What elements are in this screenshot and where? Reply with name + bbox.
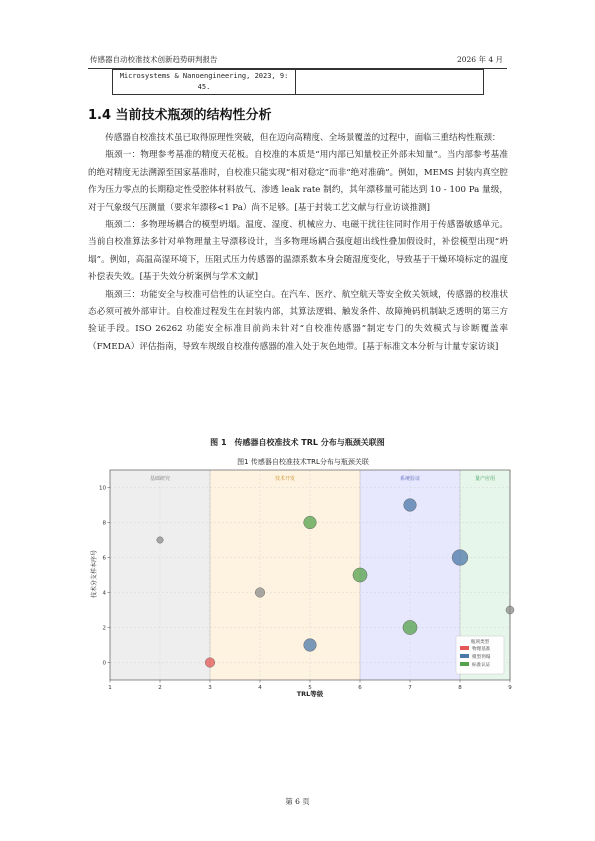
data-point: [304, 639, 317, 652]
y-axis-label: 技术分支样本序号: [91, 549, 98, 599]
paragraph-bottleneck-3: 瓶颈三：功能安全与校准可信性的认证空白。在汽车、医疗、航空航天等安全攸关领域，传感器的校准状态必须可被外部审计。自校准过程发生在封装内部，其算法逻辑、触发条件、故障掩码机制缺乏透明的第三方验证手段。ISO 26262 功能安全标准目前尚未针对“自校准传感器”制定专门的失效模式与诊断覆盖率（FMEDA）评估指南，导致车规级自校准传感器的准入处于灰色地带。[基于标准文本分析与计量专家访谈]: [88, 289, 508, 352]
legend-swatch: [460, 646, 469, 650]
data-point: [353, 568, 367, 582]
figure-caption: 图 1 传感器自校准技术 TRL 分布与瓶颈关联图: [210, 438, 385, 447]
section-body: [88, 130, 508, 356]
data-point: [157, 537, 164, 544]
paragraph-bottleneck-2: 瓶颈二：多物理场耦合的模型坍塌。温度、湿度、机械应力、电磁干扰往往同时作用于传感器敏感单元。当前自校准算法多针对单物理量主导漂移设计，当多物理场耦合强度超出线性叠加假设时，补偿模型出现“坍塌”。例如，高温高湿环境下，压阻式压力传感器的温漂系数本身会随湿度变化，导致基于干燥环境标定的温度补偿表失效。[基于失效分析案例与学术文献]: [88, 220, 508, 283]
data-point: [452, 550, 468, 566]
data-point: [506, 606, 514, 614]
data-point: [205, 658, 215, 668]
x-tick-label: 3: [208, 685, 212, 691]
x-tick-label: 7: [408, 685, 412, 691]
data-point: [404, 499, 417, 512]
x-tick-label: 6: [358, 685, 362, 691]
reference-cell-empty: [296, 70, 484, 95]
paragraph-bottleneck-1: 瓶颈一：物理参考基准的精度天花板。自校准的本质是“用内部已知量校正外部未知量”。当内部参考基准的绝对精度无法溯源至国家基准时，自校准只能实现“相对稳定”而非“绝对准确”。例如，MEMS 封装内真空腔作为压力零点的长期稳定性受腔体材料放气、渗透 leak rate 制约，其年漂移量可能达到 10 - 100 Pa 量级，对于气象级气压测量（要求年漂移<1 Pa）尚不足够。[基于封装工艺文献与行业访谈推测]: [88, 150, 508, 213]
phase-band: [210, 470, 360, 680]
y-tick-label: 6: [102, 555, 106, 562]
phase-band-label: 系统验证: [399, 476, 421, 482]
page-number: 第 6 页: [285, 797, 310, 806]
reference-table-fragment: [112, 69, 484, 95]
x-axis-label: TRL等级: [296, 690, 324, 698]
data-point: [403, 620, 417, 634]
x-tick-label: 5: [308, 685, 312, 691]
phase-band-label: 量产应用: [474, 476, 496, 482]
y-tick-label: 0: [102, 660, 106, 667]
x-tick-label: 2: [158, 685, 162, 691]
trl-bubble-chart: [88, 452, 518, 702]
y-tick-label: 2: [102, 625, 106, 632]
x-tick-label: 1: [108, 685, 112, 691]
data-point: [255, 588, 265, 598]
y-tick-label: 8: [102, 520, 106, 527]
legend-swatch: [460, 662, 469, 666]
y-tick-label: 10: [99, 485, 106, 492]
legend-label: 物理基准: [472, 646, 491, 652]
legend-swatch: [460, 654, 469, 658]
running-header-title: 传感器自动校准技术创新趋势研判报告: [90, 55, 218, 64]
chart-title: 图1 传感器自校准技术TRL分布与瓶颈关联: [237, 458, 369, 466]
x-tick-label: 9: [508, 685, 512, 691]
phase-band-label: 技术开发: [274, 476, 296, 482]
reference-cell: Microsystems & Nanoengineering, 2023, 9: 45.: [113, 70, 296, 95]
y-tick-label: 4: [102, 590, 106, 597]
paragraph-intro: 传感器自校准技术虽已取得原理性突破，但在迈向高精度、全场景覆盖的过程中，面临三重结构性瓶颈：: [105, 133, 501, 143]
legend-label: 标准认证: [472, 662, 491, 668]
x-tick-label: 8: [458, 685, 462, 691]
section-title: 1.4 当前技术瓶颈的结构性分析: [88, 108, 272, 123]
legend-title: 瓶颈类型: [470, 640, 490, 645]
data-point: [304, 516, 317, 529]
running-header-date: 2026 年 4 月: [456, 55, 503, 64]
x-tick-label: 4: [258, 685, 262, 691]
legend-label: 模型坍塌: [472, 654, 491, 660]
phase-band-label: 基础研究: [149, 476, 171, 482]
